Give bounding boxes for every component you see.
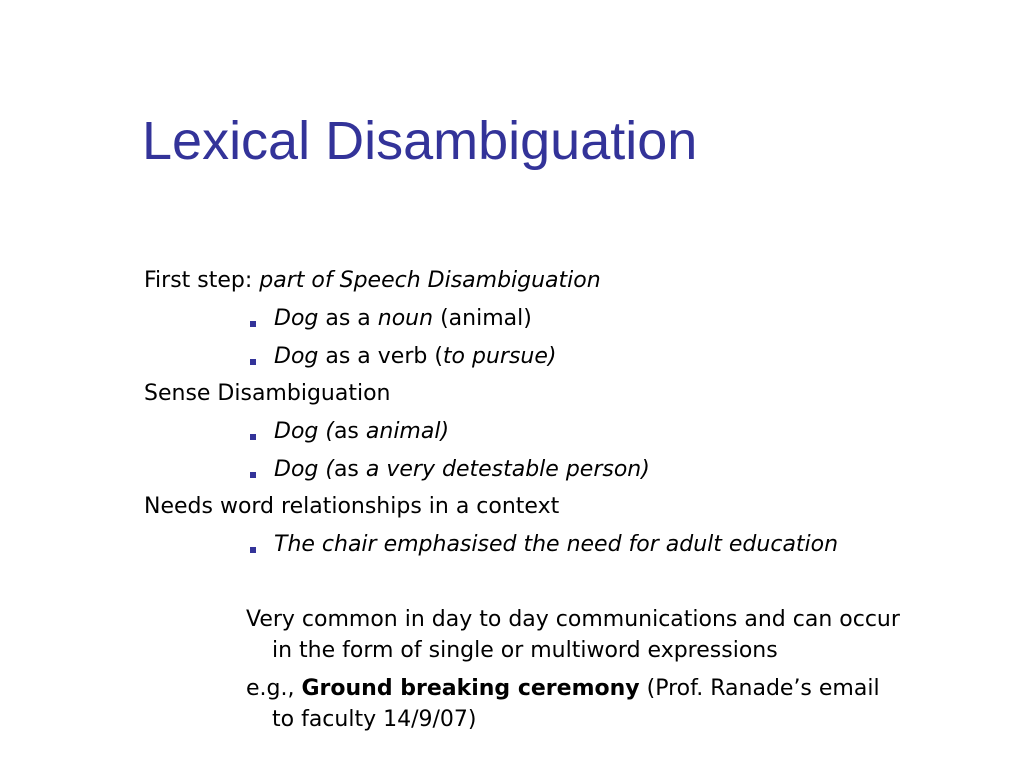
square-bullet-icon — [250, 321, 256, 327]
item-text: as — [333, 419, 366, 444]
item-text-italic: Dog ( — [274, 457, 334, 482]
item-text-italic: part of Speech Disambiguation — [259, 268, 601, 293]
list-item-continuation — [246, 707, 477, 733]
item-text: Very common in day to day communications and can occur — [246, 607, 900, 632]
item-text: (animal) — [433, 306, 532, 331]
item-text: (Prof. Ranade’s email — [639, 676, 880, 701]
list-item — [274, 457, 650, 483]
list-item — [274, 306, 532, 332]
slide-title: Lexical Disambiguation — [142, 111, 698, 171]
item-text: as a — [318, 306, 378, 331]
item-text-italic: to pursue) — [442, 344, 557, 369]
list-item — [144, 268, 601, 294]
list-item — [144, 381, 390, 407]
square-bullet-icon — [250, 434, 256, 440]
list-item — [274, 532, 838, 558]
list-item — [246, 607, 900, 633]
item-text-italic: Dog — [274, 344, 319, 369]
item-text: as — [333, 457, 366, 482]
item-text: First step: — [144, 268, 260, 293]
item-text-italic: animal) — [365, 419, 450, 444]
item-text-italic: a very detestable person) — [365, 457, 650, 482]
list-item — [246, 676, 880, 702]
item-text: Needs word relationships in a context — [144, 494, 560, 519]
list-item-continuation — [246, 638, 778, 664]
item-text: as a verb ( — [318, 344, 443, 369]
item-text: in the form of single or multiword expressions — [272, 638, 778, 663]
item-text-italic: Dog ( — [274, 419, 334, 444]
item-text-italic: Dog — [274, 306, 319, 331]
item-text-italic: noun — [377, 306, 434, 331]
item-text: to faculty 14/9/07) — [272, 707, 477, 732]
square-bullet-icon — [250, 547, 256, 553]
square-bullet-icon — [250, 472, 256, 478]
item-text-italic: The chair emphasised the need for adult education — [274, 532, 839, 557]
item-text-bold: Ground breaking ceremony — [301, 676, 640, 701]
square-bullet-icon — [250, 359, 256, 365]
item-text: e.g., — [246, 676, 302, 701]
list-item — [274, 344, 556, 370]
item-text: Sense Disambiguation — [144, 381, 391, 406]
list-item — [144, 494, 559, 520]
list-item — [274, 419, 449, 445]
